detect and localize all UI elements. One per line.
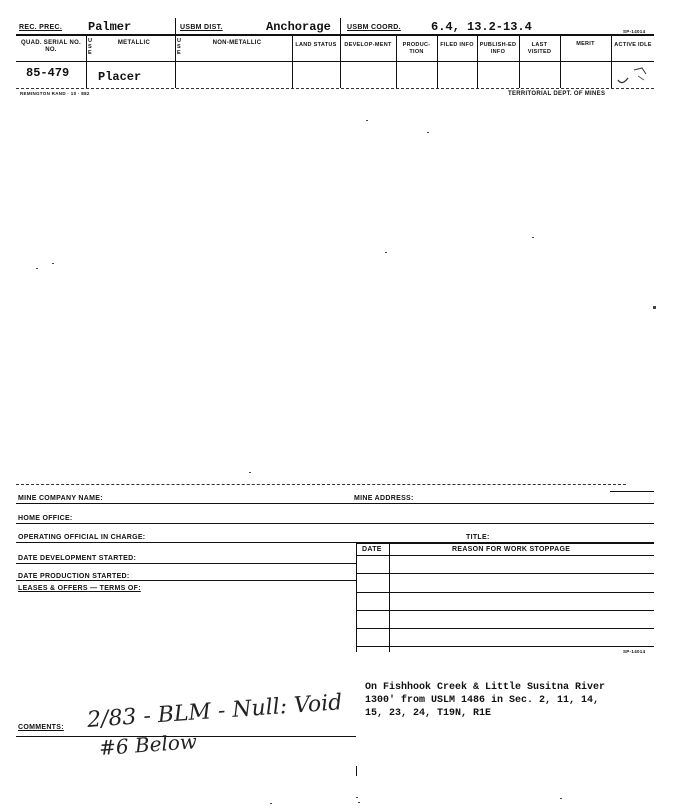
speck xyxy=(249,472,251,473)
form-line xyxy=(356,646,654,647)
grid-vline xyxy=(175,18,176,88)
form-line xyxy=(356,628,654,629)
speck xyxy=(385,252,387,253)
col-development: DEVELOP-MENT xyxy=(344,42,392,48)
col-merit: MERIT xyxy=(576,41,595,47)
active-idle-mark xyxy=(612,60,656,90)
col-land-status: LAND STATUS xyxy=(295,42,337,48)
reason-col-label: REASON FOR WORK STOPPAGE xyxy=(452,546,571,553)
grid-vline xyxy=(560,34,561,88)
col-active-idle: ACTIVE IDLE xyxy=(614,42,652,48)
speck xyxy=(366,120,368,121)
header-line-1 xyxy=(16,34,654,36)
speck xyxy=(427,132,429,133)
usbm-coord-value: 6.4, 13.2-13.4 xyxy=(431,20,532,34)
speck xyxy=(653,306,656,309)
form-vline xyxy=(389,542,390,652)
quad-serial-value: 85-479 xyxy=(26,66,70,80)
form-line xyxy=(16,563,356,564)
form-top-right xyxy=(610,491,654,492)
grid-vline xyxy=(477,34,478,88)
mine-company-name-label: MINE COMPANY NAME: xyxy=(18,495,103,502)
bottom-vline xyxy=(356,766,357,776)
header-line-3 xyxy=(16,88,654,89)
col-use-metallic: U S E xyxy=(88,38,93,56)
department-name: TERRITORIAL DEPT. OF MINES xyxy=(508,91,606,97)
grid-vline xyxy=(519,34,520,88)
col-published-info: PUBLISH-ED INFO xyxy=(479,42,517,55)
handwritten-comment-line-2: #6 Below xyxy=(98,729,198,760)
col-production: PRODUC-TION xyxy=(402,42,431,55)
form-line xyxy=(16,503,654,504)
form-line xyxy=(356,555,654,556)
leases-offers-label: LEASES & OFFERS — TERMS OF: xyxy=(18,585,141,592)
title-label: TITLE: xyxy=(466,534,490,541)
form-line xyxy=(16,523,654,524)
speck xyxy=(358,802,360,803)
form-line xyxy=(356,542,654,544)
col-quad-serial: QUAD. SERIAL NO. NO. xyxy=(20,40,82,53)
grid-vline xyxy=(437,34,438,88)
usbm-dist-label: USBM DIST. xyxy=(180,24,223,31)
col-use-nonmetallic: U S E xyxy=(177,38,182,56)
col-non-metallic: NON-METALLIC xyxy=(212,40,262,46)
form-vline xyxy=(356,542,357,652)
location-line-2: 1300' from USLM 1486 in Sec. 2, 11, 14, xyxy=(365,695,600,706)
grid-vline xyxy=(86,34,87,88)
form-number-bottom: SP-14014 xyxy=(623,649,646,654)
usbm-coord-label: USBM COORD. xyxy=(347,24,401,31)
date-prod-started-label: DATE PRODUCTION STARTED: xyxy=(18,573,130,580)
date-dev-started-label: DATE DEVELOPMENT STARTED: xyxy=(18,555,137,562)
handwritten-comment-line-1: 2/83 - BLM - Null: Void xyxy=(86,690,344,733)
col-metallic: METALLIC xyxy=(117,40,151,46)
grid-vline xyxy=(292,34,293,88)
speck xyxy=(532,237,534,238)
grid-vline xyxy=(340,18,341,88)
speck xyxy=(356,797,358,798)
col-filed-info: FILED INFO xyxy=(440,42,474,48)
speck xyxy=(52,263,54,264)
form-line xyxy=(356,610,654,611)
form-line xyxy=(356,592,654,593)
col-last-visited: LAST VISITED xyxy=(527,42,552,55)
header-line-2 xyxy=(16,61,654,62)
printer-imprint: REMINGTON RAND · 10 · 882 xyxy=(20,91,90,96)
metallic-value: Placer xyxy=(98,70,142,84)
form-number-top: SP-14014 xyxy=(623,29,646,34)
date-col-label: DATE xyxy=(362,546,382,553)
mine-address-label: MINE ADDRESS: xyxy=(354,495,414,502)
usbm-dist-value: Anchorage xyxy=(266,20,331,34)
speck xyxy=(560,798,562,799)
rec-prec-value: Palmer xyxy=(88,20,132,34)
comments-label: COMMENTS: xyxy=(18,724,64,731)
location-line-1: On Fishhook Creek & Little Susitna River xyxy=(365,682,606,693)
home-office-label: HOME OFFICE: xyxy=(18,515,73,522)
form-top-dash xyxy=(16,484,626,485)
rec-prec-label: REC. PREC. xyxy=(19,24,63,31)
grid-vline xyxy=(396,34,397,88)
location-line-3: 15, 23, 24, T19N, R1E xyxy=(365,708,492,719)
operating-official-label: OPERATING OFFICIAL IN CHARGE: xyxy=(18,534,146,541)
speck xyxy=(36,268,38,269)
speck xyxy=(270,803,272,804)
form-line xyxy=(16,580,356,581)
top-card xyxy=(0,0,678,100)
form-line xyxy=(356,573,654,574)
